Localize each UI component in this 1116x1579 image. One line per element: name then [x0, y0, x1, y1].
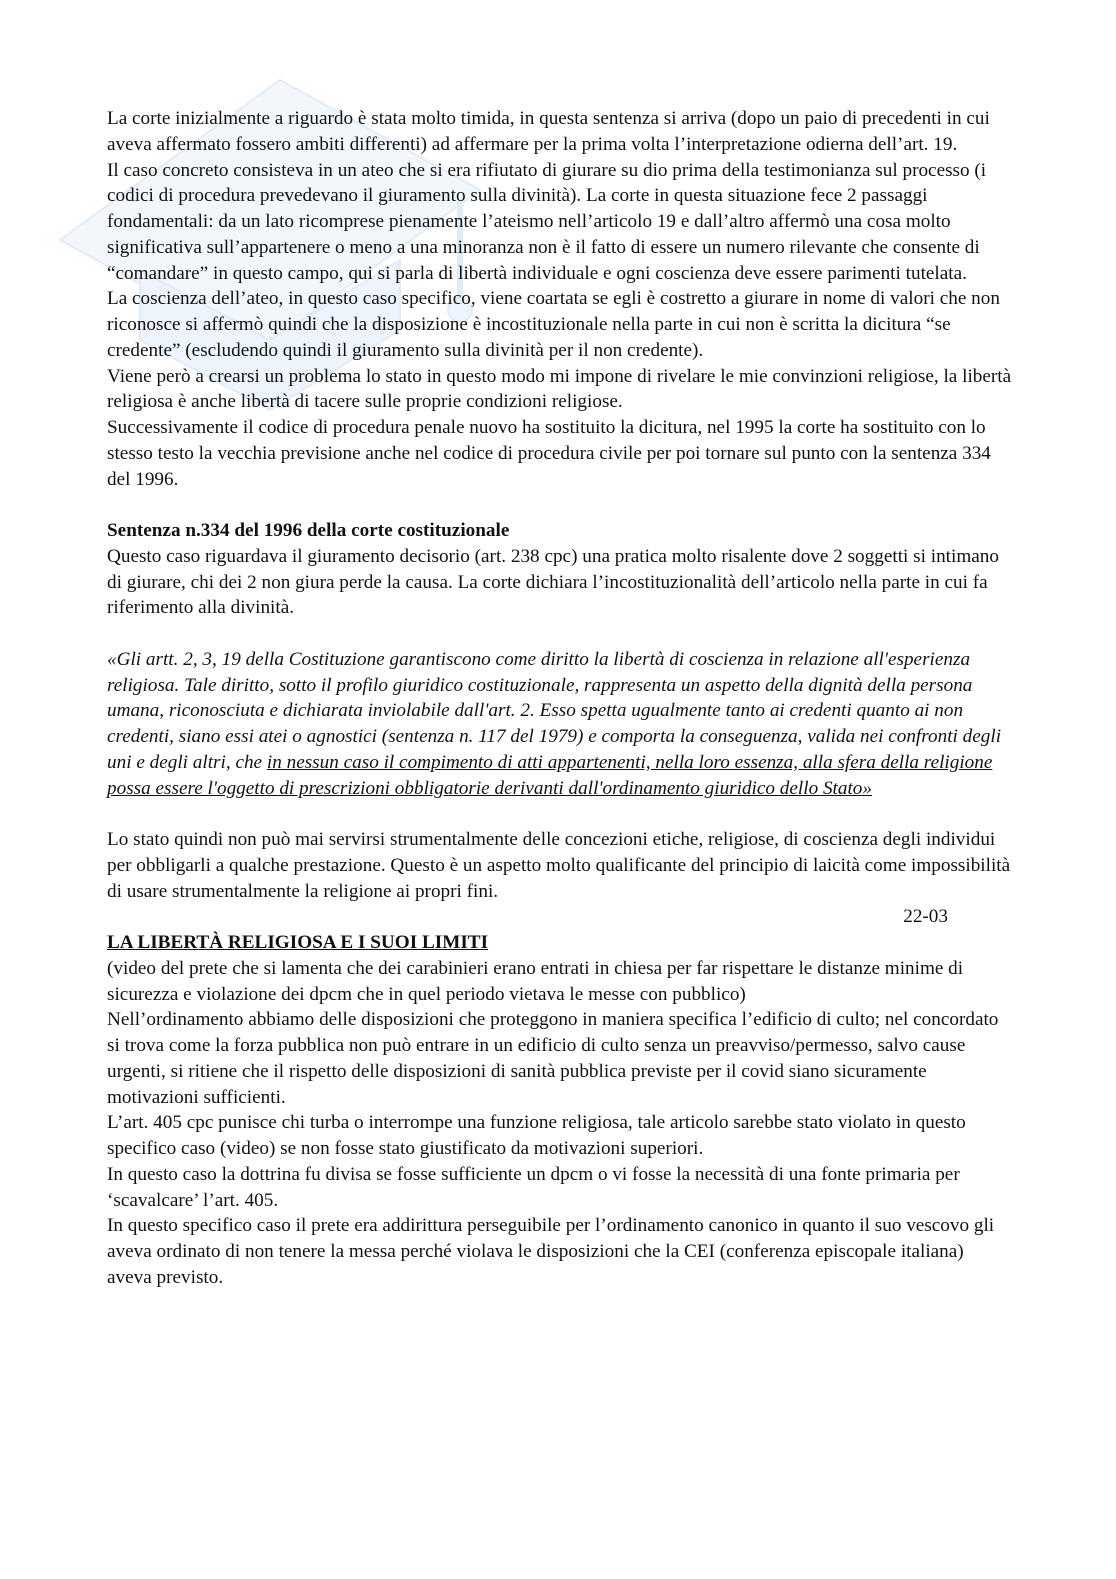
spacer	[107, 492, 1012, 518]
section-heading: LA LIBERTÀ RELIGIOSA E I SUOI LIMITI	[107, 932, 489, 953]
paragraph: (video del prete che si lamenta che dei carabinieri erano entrati in chiesa per far rispettare le distanze minime di sicurezza e violazione dei dpcm che in quel periodo vietava le messe con pubblico)	[107, 957, 964, 1005]
paragraph: Nell’ordinamento abbiamo delle disposizioni che proteggono in maniera specifica l’edificio di culto; nel concordato si trova come la forza pubblica non può entrare in un edificio di culto senza un preavviso/permesso, salvo cause urgenti, si ritiene che il rispetto delle disposizioni di sanità pubblica previste per il covid siano sicuramente motivazioni sufficienti.	[107, 1009, 999, 1108]
paragraph: Il caso concreto consisteva in un ateo che si era rifiutato di giurare su dio prima della testimonianza sul processo (i codici di procedura prevedevano il giuramento sulla divinità). La corte in questa situazione fece 2 passaggi fondamentali: da un lato ricomprese pienamente l’ateismo nell’articolo 19 e dall’altro affermò una cosa molto significativa sull’appartenere o meno a una minoranza non è il fatto di essere un numero rilevante che consente di “comandare” in questo campo, qui si parla di libertà individuale e ogni coscienza deve essere parimenti tutelata.	[107, 159, 987, 284]
paragraph: Viene però a crearsi un problema lo stato in questo modo mi impone di rivelare le mie convinzioni religiose, la libertà religiosa è anche libertà di tacere sulle proprie condizioni religiose.	[107, 365, 1012, 413]
paragraph: In questo specifico caso il prete era addirittura perseguibile per l’ordinamento canonico in quanto il suo vescovo gli aveva ordinato di non tenere la messa perché violava le disposizioni che la CEI (conferenza episcopale italiana) aveva previsto.	[107, 1215, 995, 1288]
paragraph: Questo caso riguardava il giuramento decisorio (art. 238 cpc) una pratica molto risalente dove 2 soggetti si intimano di giurare, chi dei 2 non giura perde la causa. La corte dichiara l’incostituzionalità dell’articolo nella parte in cui fa riferimento alla divinità.	[107, 545, 999, 619]
paragraph: In questo caso la dottrina fu divisa se fosse sufficiente un dpcm o vi fosse la necessità di una fonte primaria per ‘scavalcare’ l’art. 405.	[107, 1163, 960, 1211]
spacer	[107, 621, 1012, 647]
paragraph: Successivamente il codice di procedura penale nuovo ha sostituito la dicitura, nel 1995 la corte ha sostituito con lo stesso testo la vecchia previsione anche nel codice di procedura civile per poi tornare sul punto con la sentenza 334 del 1996.	[107, 417, 991, 490]
paragraph: La coscienza dell’ateo, in questo caso specifico, viene coartata se egli è costretto a giurare in nome di valori che non riconosce si affermò quindi che la disposizione è incostituzionale nella parte in cui non è scritta la dicitura “se credente” (escludendo quindi il giuramento sulla divinità per il non credente).	[107, 288, 1000, 361]
quote-text: «Gli artt. 2, 3, 19 della Costituzione garantiscono come diritto la libertà di coscienza in relazione all'esperienza religiosa. Tale diritto, sotto il profilo giuridico costituzionale, rappresenta un aspetto della dignità della persona umana, riconosciuta e dichiarata inviolabile dall'art. 2. Esso spetta ugualmente tanto ai credenti quanto ai non credenti, siano essi atei o agnostici (sentenza n. 117 del 1979) e comporta la conseguenza, valida nei confronti degli uni e degli altri, che	[107, 648, 1002, 773]
paragraph: L’art. 405 cpc punisce chi turba o interrompe una funzione religiosa, tale articolo sarebbe stato violato in questo specifico caso (video) se non fosse stato giustificato da motivazioni superiori.	[107, 1112, 966, 1159]
section-heading: Sentenza n.334 del 1996 della corte costituzionale	[107, 520, 510, 541]
document-page	[107, 106, 1012, 1291]
lecture-date: 22-03	[903, 906, 948, 928]
paragraph: La corte inizialmente a riguardo è stata molto timida, in questa sentenza si arriva (dopo un paio di precedenti in cui aveva affermato fossero ambiti differenti) ad affermare per la prima volta l’interpretazione odierna dell’art. 19.	[107, 108, 990, 155]
paragraph: Lo stato quindi non può mai servirsi strumentalmente delle concezioni etiche, religiose, di coscienza degli individui per obbligarli a qualche prestazione. Questo è un aspetto molto qualificante del principio di laicità come impossibilità di usare strumentalmente la religione ai propri fini.	[107, 829, 1011, 902]
spacer	[107, 801, 1012, 827]
quote-block	[107, 647, 1012, 802]
quote-underlined-text: in nessun caso il compimento di atti appartenenti, nella loro essenza, alla sfera della religione possa essere l'oggetto di prescrizioni obbligatorie derivanti dall'ordinamento giuridico dello Stato»	[107, 751, 993, 799]
